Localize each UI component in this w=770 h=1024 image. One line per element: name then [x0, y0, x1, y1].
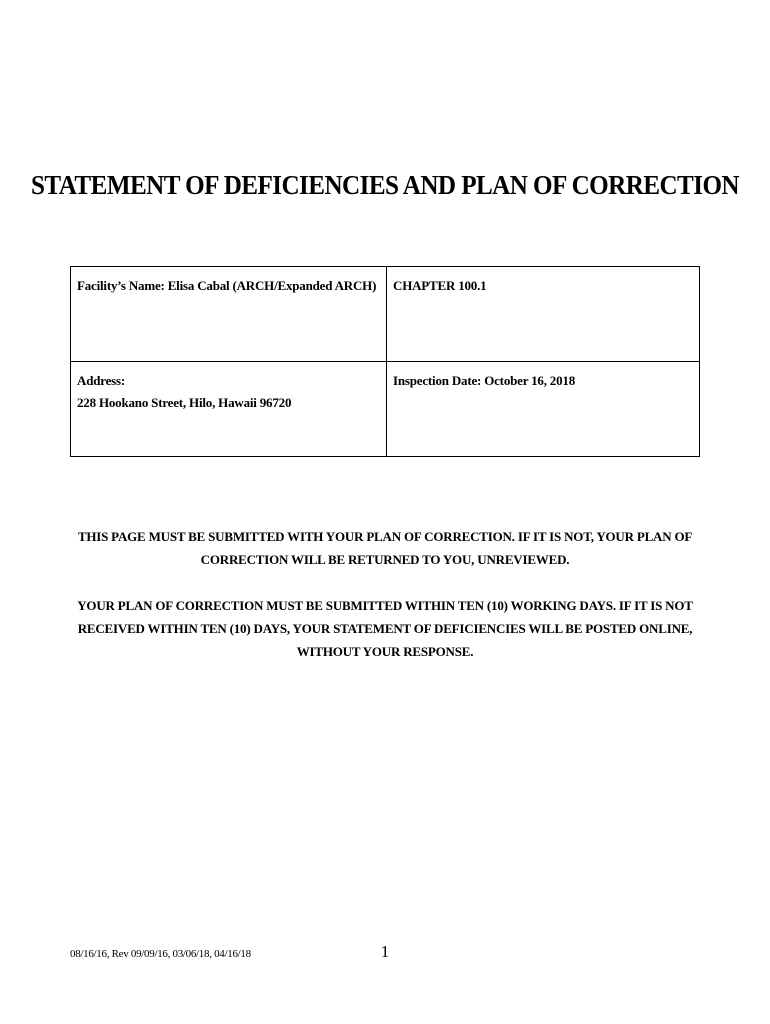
address-value: 228 Hookano Street, Hilo, Hawaii 96720: [77, 395, 292, 410]
submission-notice: THIS PAGE MUST BE SUBMITTED WITH YOUR PLAN OF CORRECTION. IF IT IS NOT, YOUR PLAN OF CORRECTION WILL BE RETURNED TO YOU, UNREVIEWED.: [77, 529, 693, 567]
facility-name: Facility’s Name: Elisa Cabal (ARCH/Expanded ARCH): [77, 278, 377, 293]
table-row: [71, 362, 700, 457]
revision-footer: 08/16/16, Rev 09/09/16, 03/06/18, 04/16/18: [70, 948, 251, 960]
chapter-label: CHAPTER 100.1: [393, 278, 487, 293]
page-number: 1: [380, 942, 390, 961]
address-label: Address:: [77, 373, 126, 388]
page-title: STATEMENT OF DEFICIENCIES AND PLAN OF CORRECTION: [30, 170, 740, 200]
facility-name-cell: [71, 267, 387, 362]
inspection-date-cell: [387, 362, 700, 457]
chapter-cell: [387, 267, 700, 362]
inspection-date: Inspection Date: October 16, 2018: [393, 373, 576, 388]
facility-info-table: [70, 266, 700, 457]
address-cell: [71, 362, 387, 457]
table-row: [71, 267, 700, 362]
deadline-notice: YOUR PLAN OF CORRECTION MUST BE SUBMITTED WITHIN TEN (10) WORKING DAYS. IF IT IS NOT RECEIVED WITHIN TEN (10) DAYS, YOUR STATEMENT OF DEFICIENCIES WILL BE POSTED ONLINE, WITHOUT YOUR RESPONSE.: [77, 598, 693, 659]
